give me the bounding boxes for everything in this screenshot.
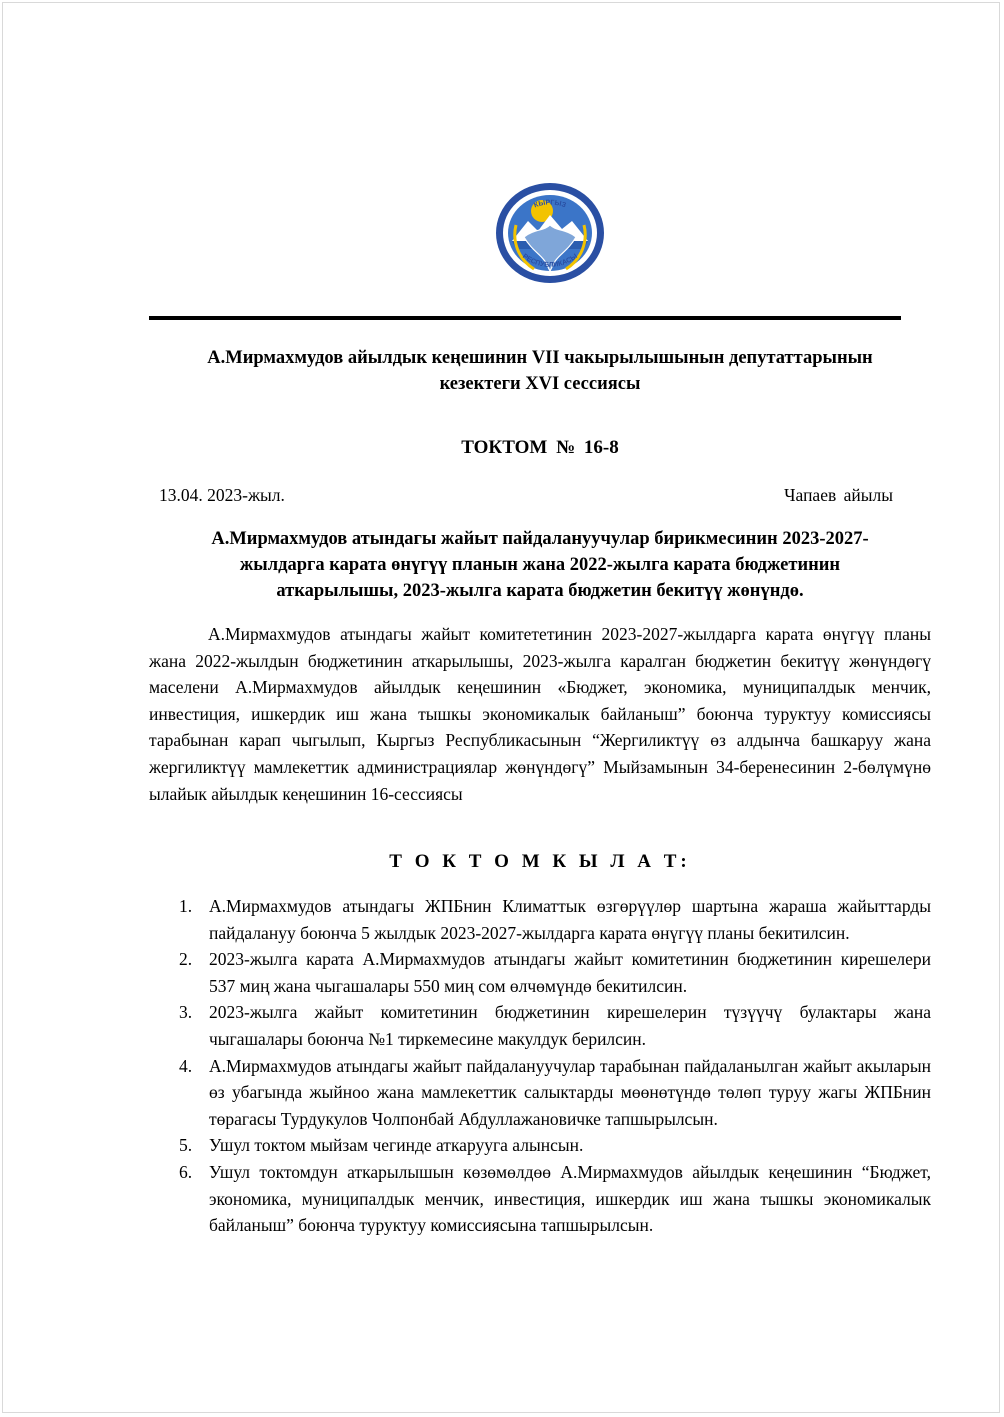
decision-number: 4. xyxy=(179,1055,193,1076)
decision-number: 5. xyxy=(179,1135,193,1156)
emblem-text-bottom: РЕСПУБЛИКАСЫ xyxy=(521,252,579,269)
decision-item xyxy=(149,1053,931,1133)
subject-line: аткарылышы, 2023-жылга карата бюджетин бекитүү жөнүндө. xyxy=(276,581,804,601)
emblem-text-top: КЫРГЫЗ xyxy=(533,199,567,210)
decree-subject xyxy=(149,526,931,604)
decision-item xyxy=(149,1132,931,1159)
council-heading-line: А.Мирмахмудов айылдык кеңешинин VII чакырылышынын депутаттарынын xyxy=(207,348,873,368)
decision-text: А.Мирмахмудов атындагы ЖПБнин Климаттык өзгөрүүлөр шартына жараша жайыттарды пайдалануу боюнча 5 жылдык 2023-2027-жылдарга карата өнүгүү планы бекитилсин. xyxy=(209,896,931,943)
state-emblem-icon xyxy=(494,181,606,285)
resolves-heading: Т О К Т О М К Ы Л А Т: xyxy=(389,851,691,872)
decision-number: 2. xyxy=(179,949,193,970)
document-page xyxy=(2,2,1000,1413)
decision-number: 6. xyxy=(179,1161,193,1182)
decision-text: Ушул токтом мыйзам чегинде аткарууга алынсын. xyxy=(209,1135,584,1156)
preamble-paragraph: А.Мирмахмудов атындагы жайыт комитететинин 2023-2027-жылдарга карата өнүгүү планы жана 2022-жылдын бюджетинин аткарылышы, 2023-жылга каралган бюджетин бекитүү жөнүндөгү маселени А.Мирмахмудов айылдык кеңешинин «Бюджет, экономика, муниципалдык менчик, инвестиция, ишкердик иш жана тышкы экономикалык байланыш” боюнча туруктуу комиссиясы тарабынан карап чыгылып, Кыргыз Республикасынын “Жергиликтүү өз алдынча башкаруу жана жергиликтүү мамлекеттик администрациялар жөнүндөгү” Мыйзамынын 34-беренесинин 2-бөлүмүнө ылайык айылдык кеңешинин 16-сессиясы xyxy=(149,624,931,804)
decision-item xyxy=(149,946,931,999)
decree-date: 13.04. 2023-жыл. xyxy=(159,485,285,505)
decree-place: Чапаев айылы xyxy=(784,485,893,505)
header-divider xyxy=(149,316,901,320)
decision-list xyxy=(149,893,931,1239)
council-heading xyxy=(149,345,931,397)
subject-line: А.Мирмахмудов атындагы жайыт пайдалануучулар бирикмесинин 2023-2027- xyxy=(211,529,869,549)
decision-item xyxy=(149,999,931,1052)
decision-text: А.Мирмахмудов атындагы жайыт пайдалануучулар тарабынан пайдаланылган жайыт акыларын өз убагында жыйноо жана мамлекеттик салыктарды мөөнөтүндө төлөп туруу жагы ЖПБнин төрагасы Турдукулов Чолпонбай Абдуллажановичке тапшырылсын. xyxy=(209,1055,931,1129)
subject-line: жылдарга карата өнүгүү планын жана 2022-жылга карата бюджетинин xyxy=(239,555,841,575)
decision-text: 2023-жылга жайыт комитетинин бюджетинин кирешелерин түзүүчү булактары жана чыгашалары боюнча №1 тиркемесине макулдук берилсин. xyxy=(209,1002,931,1049)
decision-number: 1. xyxy=(179,896,193,916)
decision-text: Ушул токтомдун аткарылышын көзөмөлдөө А.Мирмахмудов айылдык кеңешинин “Бюджет, экономика, муниципалдык менчик, инвестиция, ишкердик иш жана тышкы экономикалык байланыш” боюнча туруктуу комиссиясына тапшырылсын. xyxy=(209,1161,931,1236)
decision-item xyxy=(149,893,931,946)
decree-title: ТОКТОМ № 16-8 xyxy=(461,437,619,458)
decision-text: 2023-жылга карата А.Мирмахмудов атындагы жайыт комитетинин бюджетинин кирешелери 537 миң жана чыгашалары 550 миң сом өлчөмүндө бекитилсин. xyxy=(209,949,931,996)
decision-number: 3. xyxy=(179,1002,193,1023)
council-heading-line: кезектеги XVI сессиясы xyxy=(439,374,641,394)
decision-item xyxy=(149,1159,931,1239)
